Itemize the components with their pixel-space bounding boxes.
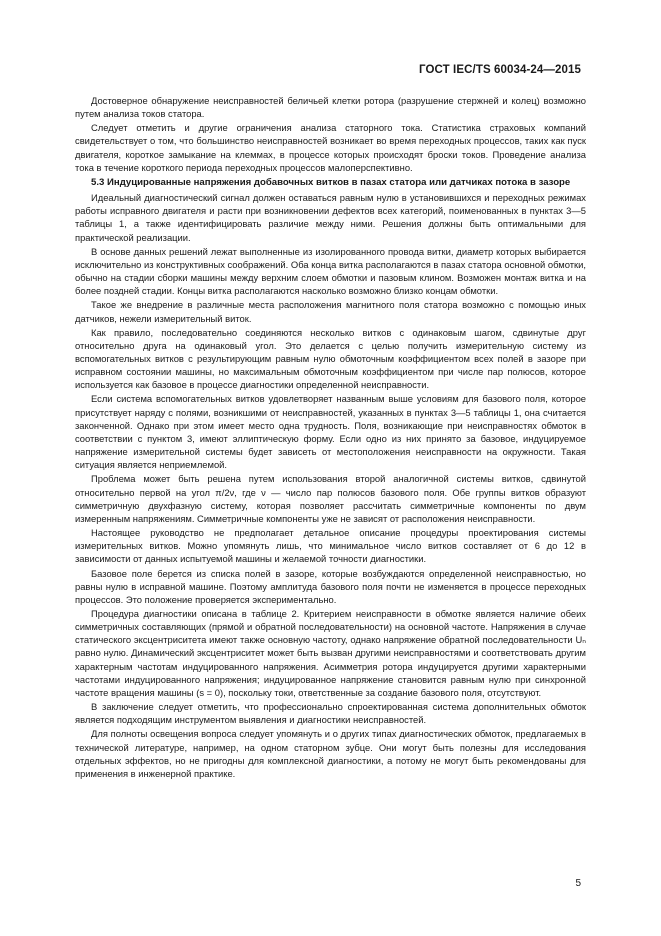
paragraph: Как правило, последовательно соединяются несколько витков с одинаковым шагом, сдвинутые друг относительно друга на одинаковый угол. Это делается с целью получить измерительную систему из вспомогательных витков с результирующим равным нулю обмоточным коэффициентом всех полей в зазоре при исправном состоянии машины, но максимальным обмоточным коэффициентом при числе пар полюсов, которое используется как базовое в процессе диагностики определенной неисправности. [75,326,586,391]
paragraph: Следует отметить и другие ограничения анализа статорного тока. Статистика страховых компаний свидетельствует о том, что большинство неисправностей возникает во время переходных процессов, таких как пуск двигателя, короткое замыкание на клеммах, в процессе которых происходят броски токов. Проведение анализа тока в течение короткого периода переходных процессов малоперспективно. [75,122,586,173]
paragraph: Для полноты освещения вопроса следует упомянуть и о других типах диагностических обмоток, предлагаемых в технической литературе, например, на одном статорном зубце. Они могут быть полезны для исследования отдельных эффектов, но не пригодны для комплексной диагностики, а потому не могут быть рекомендованы для применения в инженерной практике. [75,728,586,779]
paragraph: Настоящее руководство не предполагает детальное описание процедуры проектирования системы измерительных витков. Можно упомянуть лишь, что минимальное число витков составляет от 6 до 12 в зависимости от данных испытуемой машины и желаемой точности диагностики. [75,527,586,565]
page-number: 5 [575,878,581,889]
paragraph: Базовое поле берется из списка полей в зазоре, которые возбуждаются определенной неисправностью, но равны нулю в исправной машине. Поэтому амплитуда базового поля почти не изменяется в процессе переходных процессов. Это положение проверяется экспериментально. [75,567,586,605]
document-header: ГОСТ IEC/TS 60034-24—2015 [419,64,581,76]
paragraph: Проблема может быть решена путем использования второй аналогичной системы витков, сдвинутой относительно первой на угол π/2ν, где ν — число пар полюсов базового поля. Обе группы витков образуют симметричную двухфазную систему, которая позволяет рассчитать симметричные компоненты по двум измеренным напряжениям. Симметричные компоненты уже не зависят от расположения неисправности. [75,473,586,524]
paragraph: Если система вспомогательных витков удовлетворяет названным выше условиям для базового поля, которое присутствует наряду с полями, возникшими от неисправностей, указанных в пунктах 3—5 таблицы 1, она считается законченной. Однако при этом имеет место одна трудность. Поля, возникающие при неисправностях обмоток в соответствии с пунктом 3, имеют эллиптическую форму. Если одно из них принято за базовое, индуцируемое напряжение измерительной системы будет зависеть от местоположения неисправности на окружности. Такая ситуация является неприемлемой. [75,393,586,471]
paragraph: Достоверное обнаружение неисправностей беличьей клетки ротора (разрушение стержней и колец) возможно путем анализа токов статора. [75,95,586,120]
paragraph: В заключение следует отметить, что профессионально спроектированная система дополнительных обмоток является подходящим инструментом выявления и диагностики неисправностей. [75,701,586,726]
document-body [75,94,586,781]
paragraph: В основе данных решений лежат выполненные из изолированного провода витки, диаметр которых выбирается исключительно из конструктивных соображений. Оба конца витка располагаются в пазах статора основной обмотки, обычно на стадии сборки машины между верхним слоем обмотки и пазовым клином. Возможен монтаж витка и на более поздней стадии. Концы витка располагаются насколько возможно близко концам обмотки. [75,245,586,297]
section-heading: 5.3 Индуцированные напряжения добавочных витков в пазах статора или датчиках потока в зазоре [91,176,571,188]
paragraph: Такое же внедрение в различные места расположения магнитного поля статора возможно с помощью иных датчиков, нежели измерительный виток. [75,299,586,324]
paragraph: Идеальный диагностический сигнал должен оставаться равным нулю в установившихся и переходных режимах работы исправного двигателя и расти при возникновении дефектов всех категорий, поименованных в пунктах 3—5 таблицы 1, а также идентифицировать различие между ними. Решения должны быть оптимальными для практической реализации. [75,192,586,243]
paragraph: Процедура диагностики описана в таблице 2. Критерием неисправности в обмотке является наличие обеих симметричных составляющих (прямой и обратной последовательности) на основной частоте. Напряжения в случае статического эксцентриситета имеют также основную частоту, однако напряжение обратной последовательности Uₙ равно нулю. Динамический эксцентриситет может быть вызван другими неисправностями и соответствовать другим характерным частотам индуцированного напряжения. Асимметрия ротора индуцируется другими характерными частотами индуцированного напряжения; индуцированное напряжение становится равным нулю при синхронной частоте вращения машины (s = 0), поскольку токи, ответственные за создание базового поля, отсутствуют. [75,607,586,698]
